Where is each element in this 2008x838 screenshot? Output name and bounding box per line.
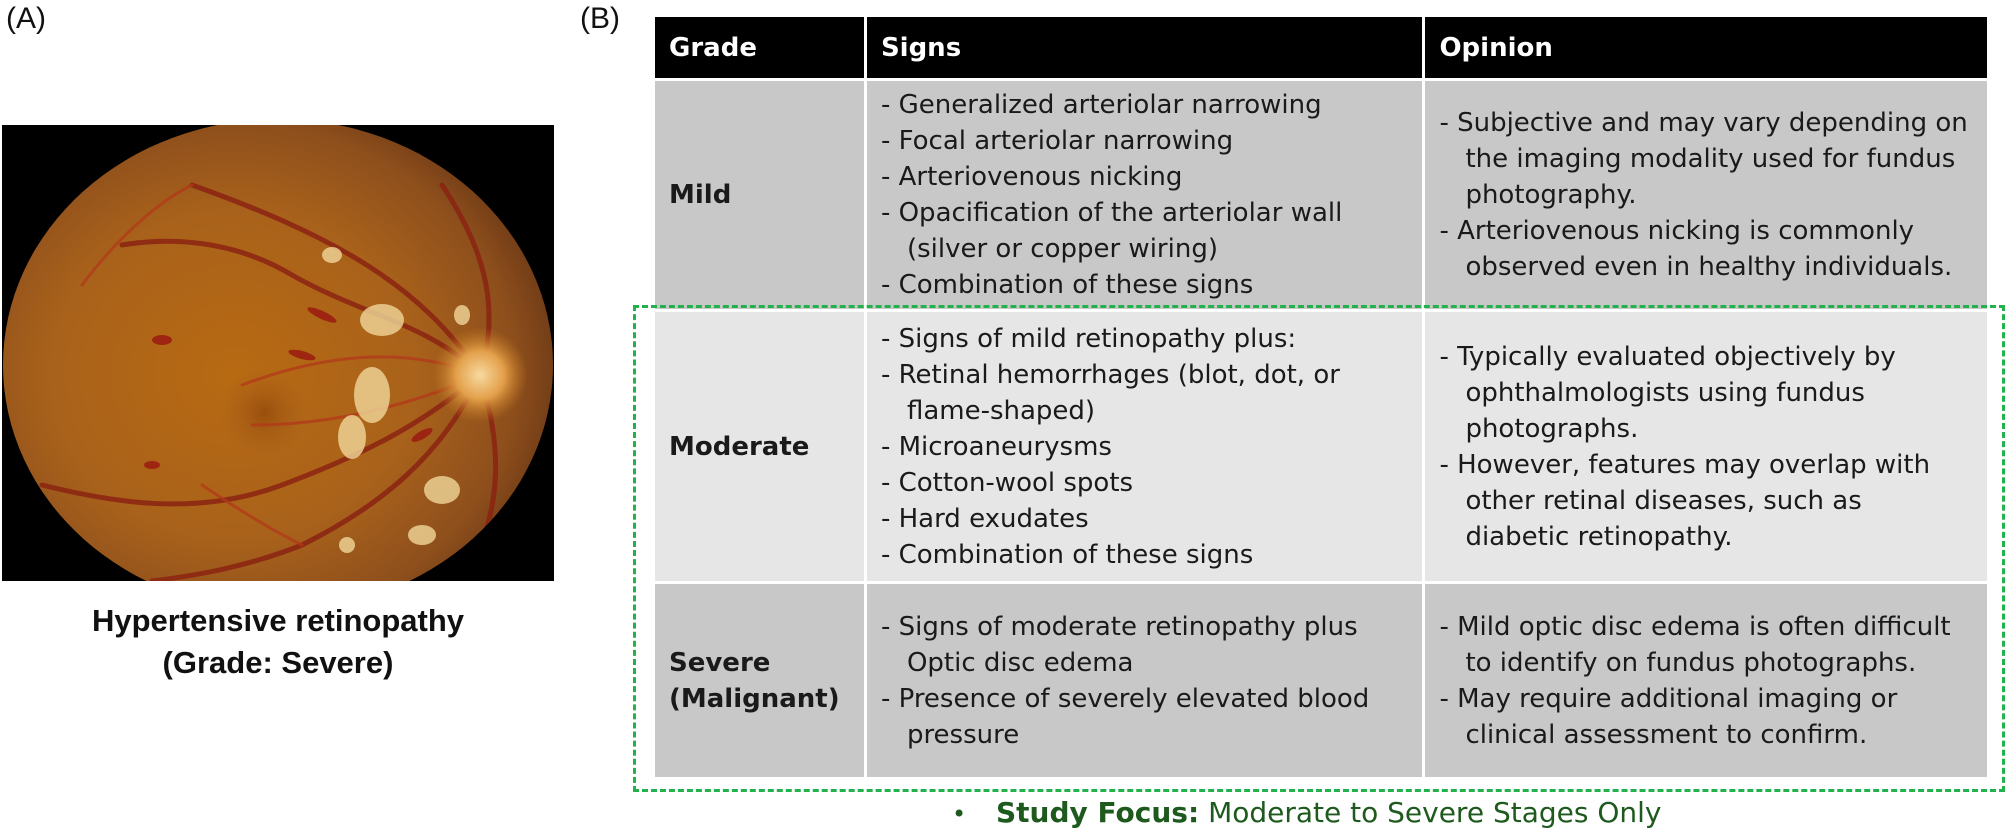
grade-label: Severe <box>669 647 771 678</box>
list-item: - Retinal hemorrhages (blot, dot, or flame-shaped) <box>881 357 1409 429</box>
table-row-moderate <box>654 311 1989 583</box>
list-item: - Combination of these signs <box>881 267 1409 303</box>
opinion-list <box>1439 609 1973 753</box>
signs-list <box>881 87 1409 303</box>
grade-cell-moderate <box>654 311 866 583</box>
retinopathy-grade-table <box>652 14 1990 780</box>
signs-cell-moderate <box>865 311 1424 583</box>
signs-list <box>881 321 1409 573</box>
panel-label-b: (B) <box>580 2 620 35</box>
fundus-image <box>2 125 554 581</box>
signs-cell-severe <box>865 583 1424 779</box>
header-grade: Grade <box>654 16 866 80</box>
signs-cell-mild <box>865 80 1424 311</box>
opinion-cell-mild <box>1424 80 1989 311</box>
bullet-icon: • <box>952 800 967 828</box>
table-row-mild <box>654 80 1989 311</box>
list-item: - Arteriovenous nicking is commonly observed even in healthy individuals. <box>1439 213 1973 285</box>
list-item: - Presence of severely elevated blood pressure <box>881 681 1409 753</box>
opinion-list <box>1439 339 1973 555</box>
table-header-row <box>654 16 1989 80</box>
list-item: - Hard exudates <box>881 501 1409 537</box>
study-focus-text: Moderate to Severe Stages Only <box>1208 796 1662 829</box>
opinion-list <box>1439 105 1973 285</box>
table-row-severe <box>654 583 1989 779</box>
list-item: - Focal arteriolar narrowing <box>881 123 1409 159</box>
list-item: - Signs of moderate retinopathy plus Optic disc edema <box>881 609 1409 681</box>
list-item: - Cotton-wool spots <box>881 465 1409 501</box>
list-item: - However, features may overlap with other retinal diseases, such as diabetic retinopathy. <box>1439 447 1973 555</box>
panel-label-a: (A) <box>6 2 46 35</box>
opinion-cell-severe <box>1424 583 1989 779</box>
list-item: - Typically evaluated objectively by ophthalmologists using fundus photographs. <box>1439 339 1973 447</box>
list-item: - Microaneurysms <box>881 429 1409 465</box>
study-focus-label: Study Focus: <box>996 796 1200 829</box>
fundus-photograph <box>2 125 554 581</box>
caption-line-1: Hypertensive retinopathy <box>91 603 465 638</box>
list-item: - Subjective and may vary depending on the imaging modality used for fundus photography. <box>1439 105 1973 213</box>
signs-list <box>881 609 1409 753</box>
header-opinion: Opinion <box>1424 16 1989 80</box>
grade-label: Mild <box>669 180 732 210</box>
list-item: - Generalized arteriolar narrowing <box>881 87 1409 123</box>
list-item: - Combination of these signs <box>881 537 1409 573</box>
caption-line-2: (Grade: Severe) <box>162 645 394 680</box>
list-item: - May require additional imaging or clinical assessment to confirm. <box>1439 681 1973 753</box>
list-item: - Mild optic disc edema is often difficult to identify on fundus photographs. <box>1439 609 1973 681</box>
grade-cell-severe <box>654 583 866 779</box>
list-item: - Arteriovenous nicking <box>881 159 1409 195</box>
list-item: - Signs of mild retinopathy plus: <box>881 321 1409 357</box>
image-caption <box>0 600 556 684</box>
list-item: - Opacification of the arteriolar wall (silver or copper wiring) <box>881 195 1409 267</box>
study-focus-note <box>952 796 1662 829</box>
grade-sublabel: (Malignant) <box>669 683 840 714</box>
header-signs: Signs <box>865 16 1424 80</box>
grade-cell-mild <box>654 80 866 311</box>
grade-label: Moderate <box>669 431 810 462</box>
opinion-cell-moderate <box>1424 311 1989 583</box>
